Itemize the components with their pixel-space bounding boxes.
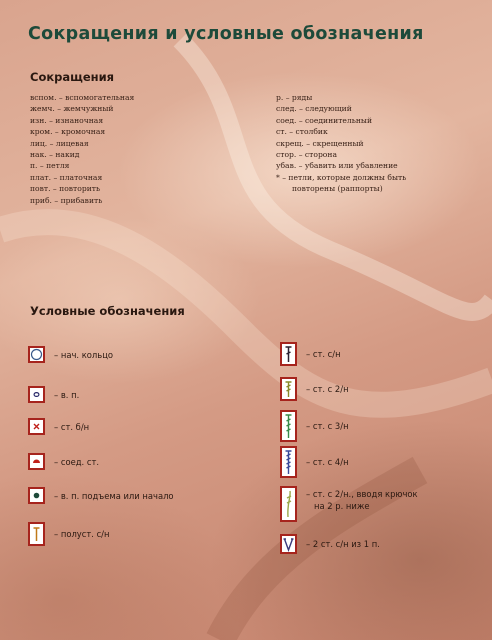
half-double-crochet-icon xyxy=(28,522,45,546)
post-stitch-icon xyxy=(280,486,297,522)
legend-label: – ст. с 3/н xyxy=(306,421,349,431)
legend-label xyxy=(306,488,418,512)
legend-label: – нач. кольцо xyxy=(54,349,114,360)
abbreviation-item: соед. – соединительный xyxy=(276,115,373,125)
two-dc-together-icon xyxy=(280,534,297,554)
abbreviation-item: ст. – столбик xyxy=(276,127,328,137)
legend-ring xyxy=(28,346,113,363)
abbreviation-item: лиц. – лицевая xyxy=(30,138,89,148)
legend-label: – в. п. xyxy=(54,389,80,400)
legend-label-line-1: – ст. с 2/н., вводя крючок xyxy=(306,489,418,499)
legend-half-double-crochet xyxy=(28,522,109,546)
treble-crochet-icon xyxy=(280,377,297,401)
ring-icon xyxy=(28,346,45,363)
abbreviation-item: вспом. – вспомогательная xyxy=(30,93,135,102)
page-title: Сокращения и условные обозначения xyxy=(28,24,424,44)
legend-chain-stitch xyxy=(28,386,79,403)
chain-stitch-icon xyxy=(28,386,45,403)
turning-chain-icon xyxy=(28,487,45,504)
legend-label: – в. п. подъема или начало xyxy=(54,490,174,501)
legend-quadruple-treble xyxy=(280,446,349,478)
abbreviation-item: изн. – изнаночная xyxy=(30,115,104,125)
abbreviation-item-continuation: повторены (раппорты) xyxy=(292,184,383,194)
single-crochet-icon xyxy=(28,418,45,435)
triple-treble-icon xyxy=(280,410,297,442)
abbreviation-item: скрещ. – скрещенный xyxy=(276,138,364,148)
abbreviations-heading: Сокращения xyxy=(30,70,115,84)
abbreviation-item: * – петли, которые должны быть xyxy=(276,172,407,182)
abbreviation-item: нак. – накид xyxy=(30,150,80,160)
legend-label: – ст. б/н xyxy=(54,421,90,432)
abbreviation-item: приб. – прибавить xyxy=(30,195,103,205)
legend-label: – полуст. с/н xyxy=(54,529,110,539)
legend-treble-crochet xyxy=(280,377,349,401)
legend-label: – ст. с 2/н xyxy=(306,384,349,394)
abbreviation-item: повт. – повторить xyxy=(30,184,101,194)
legend-slip-stitch xyxy=(28,453,99,470)
legend-turning-chain xyxy=(28,487,174,504)
legend-label-line-2: на 2 р. ниже xyxy=(314,501,370,511)
legend-triple-treble xyxy=(280,410,349,442)
abbreviation-item: п. – петля xyxy=(30,161,70,171)
abbreviation-item: кром. – кромочная xyxy=(30,127,106,137)
abbreviation-item: стор. – сторона xyxy=(276,150,337,160)
abbreviation-item: жемч. – жемчужный xyxy=(30,104,114,114)
abbreviation-item: плат. – платочная xyxy=(30,172,103,182)
legend-label: – 2 ст. с/н из 1 п. xyxy=(306,539,380,549)
legend-single-crochet xyxy=(28,418,89,435)
legend-label: – ст. с/н xyxy=(306,349,341,359)
legend-double-crochet xyxy=(280,342,341,366)
legend-label: – ст. с 4/н xyxy=(306,457,349,467)
abbreviation-item: след. – следующий xyxy=(276,104,352,114)
slip-stitch-icon xyxy=(28,453,45,470)
double-crochet-icon xyxy=(280,342,297,366)
legend-label: – соед. ст. xyxy=(54,456,99,467)
symbols-heading: Условные обозначения xyxy=(30,304,185,318)
quadruple-treble-icon xyxy=(280,446,297,478)
abbreviation-item: р. – ряды xyxy=(276,93,313,102)
abbreviations-left-column xyxy=(30,92,134,206)
legend-post-stitch xyxy=(280,486,418,522)
abbreviation-item: убав. – убавить или убавление xyxy=(276,161,398,171)
legend-two-dc-together xyxy=(280,534,380,554)
abbreviations-right-column xyxy=(276,92,406,195)
